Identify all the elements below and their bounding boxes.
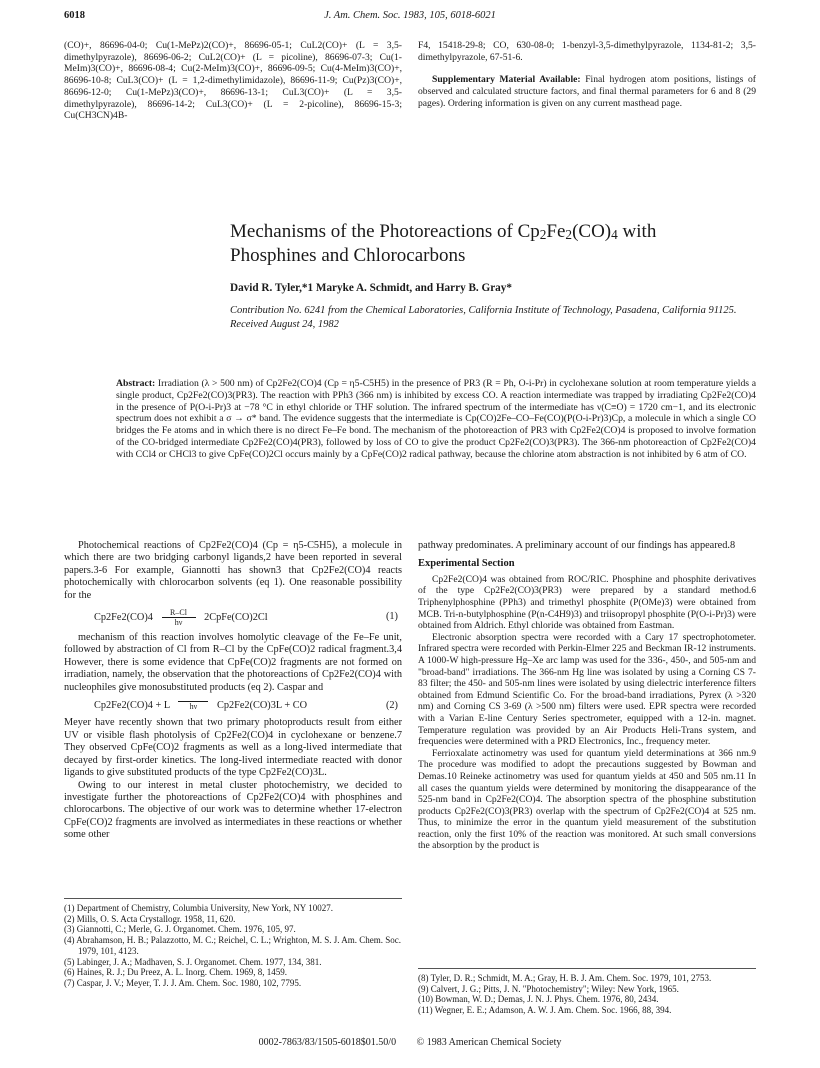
previous-article-end [418, 40, 756, 110]
footnote: (5) Labinger, J. A.; Madhaven, S. J. Organomet. Chem. 1977, 134, 381. [64, 956, 322, 967]
footnotes-right [418, 973, 756, 1016]
equation-1 [64, 608, 402, 627]
supplementary-text: Final hydrogen atom positions, listings of observed and calculated structure factors, and final thermal parameters for 6 and 8 (29 pages). Ordering information is given on any current masthead page. [418, 74, 756, 109]
page-number: 6018 [64, 10, 85, 21]
equation-body [94, 700, 307, 712]
supplementary-material [418, 74, 756, 109]
title-subscript: 2 [539, 227, 547, 242]
reaction-arrow [162, 608, 196, 627]
paragraph: Photochemical reactions of Cp2Fe2(CO)4 (Cp = η5-C5H5), a molecule in which there are two bridging carbonyl ligands,2 have been reported in several papers.3-6 For example, Giannotti has shown3 that Cp2Fe2(CO)4 reacts photochemically with chlorocarbon solvents (eq 1). One reasonable possibility for the [64, 540, 402, 601]
abstract-text: Irradiation (λ > 500 nm) of Cp2Fe2(CO)4 (Cp = η5-C5H5) in the presence of PR3 (R = Ph, O-i-Pr) in cyclohexane solution at room temperature yields a single product, Cp2Fe2(CO)3(PR3). The reaction with PPh3 (366 nm) is inhibited by excess CO. A reaction intermediate was trapped by irradiating Cp2Fe2(CO)4 in the presence of P(O-i-Pr)3 at −78 °C in ethyl chloride or THF solution. The infrared spectrum of the intermediate has ν(C≡O) = 1720 cm−1, and its electronic spectrum does not exhibit a σ → σ* band. The evidence suggests that the intermediate is Cp(CO)2Fe–CO–Fe(CO)(P(O-i-Pr)3)Cp, a molecule in which a single CO bridges the Fe atoms and in which there is no direct Fe–Fe bond. The mechanism of the photoreaction of PR3 with Cp2Fe2(CO)4 is proposed to involve formation of the CO-bridged intermediate Cp2Fe2(CO)4(PR3), followed by loss of CO to give the product Cp2Fe2(CO)3(PR3). The 366-nm photoreaction of Cp2Fe2(CO)4 with CCl4 or CHCl3 to give CpFe(CO)2Cl occurs mainly by a CpFe(CO)2 radical pathway, because the chlorine atom abstraction is not inhibited by 6 atm of CO. [116, 378, 756, 460]
footnote: (10) Bowman, W. D.; Demas, J. N. J. Phys. Chem. 1976, 80, 2434. [418, 994, 659, 1005]
title-subscript: 2 [565, 227, 573, 242]
footnote: (4) Abrahamson, H. B.; Palazzotto, M. C.; Reichel, C. L.; Wrighton, M. S. J. Am. Chem. Soc. 1979, 101, 4123. [64, 935, 401, 956]
body-column-left [64, 540, 402, 842]
equation-reactant: Cp2Fe2(CO)4 [94, 611, 153, 623]
abstract [116, 378, 756, 461]
arrow-label-bottom: hν [174, 618, 183, 628]
footnote-rule [64, 898, 402, 899]
equation-product: 2CpFe(CO)2Cl [204, 611, 268, 623]
supplementary-label: Supplementary Material Available: [432, 74, 581, 86]
footnote: (6) Haines, R. J.; Du Preez, A. L. Inorg. Chem. 1969, 8, 1459. [64, 967, 288, 978]
equation-reactant: Cp2Fe2(CO)4 + L [94, 700, 170, 712]
copyright: © 1983 American Chemical Society [416, 1037, 562, 1048]
affiliation: Contribution No. 6241 from the Chemical Laboratories, California Institute of Technology, Pasadena, California 91125. Received August 24, 1982 [230, 305, 737, 330]
abstract-label: Abstract: [116, 378, 156, 389]
paragraph: Ferrioxalate actinometry was used for quantum yield determinations at 366 nm.9 The procedure was modified to adopt the precautions suggested by Bowman and Demas.10 Reineke actinometry was used for quantum yields at 450 and 505 nm.11 In all cases the quantum yields were determined by monitoring the disappearance of the 525-nm band in Cp2Fe2(CO)4. The absorption spectra of the phosphine substitution products Cp2Fe2(CO)3(PR3) overlap with the spectrum of Cp2Fe2(CO)4 at 525 nm. Thus, to minimize the error in the quantum yield measurement of the substitution reaction, only the first 10% of the reaction was monitored. At such small conversions the absorption by the product is [418, 747, 756, 852]
paragraph: Electronic absorption spectra were recorded with a Cary 17 spectrophotometer. Infrared spectra were recorded with Perkin-Elmer 225 and Beckman IR-12 instruments. A 1000-W high-pressure Hg–Xe arc lamp was used for the 336-, 450-, and 505-nm and "broad-band" irradiations. The 366-nm Hg line was isolated by using a Corning CS 7-83 filter; the 450- and 505-nm lines were isolated by using dielectric interference filters obtained from Edmund Scientific Co. For the broad-band irradiations, Pyrex (λ >320 nm) and Corning CS 3-69 (λ >500 nm) filters were used. EPR spectra were recorded with a Varian E-line Century Series spectrometer, equipped with a 12-in. magnet. Temperature regulation was provided by an Air Products Heli-Trans system, and frequencies were determined with a PRD Electronics, Inc., frequency meter. [418, 631, 756, 748]
article-title [230, 220, 700, 268]
reaction-arrow [178, 701, 208, 711]
paragraph: Owing to our interest in metal cluster photochemistry, we decided to investigate further the photoreactions of Cp2Fe2(CO)4 with phosphines and chlorocarbons. The objective of our work was to determine whether 17-electron CpFe(CO)2 fragments are involved as intermediates in these reactions or whether some other [64, 779, 402, 841]
title-text: Fe [546, 221, 566, 242]
equation-2 [64, 700, 402, 712]
footnote: (11) Wegner, E. E.; Adamson, A. W. J. Am. Chem. Soc. 1966, 88, 394. [418, 1005, 672, 1016]
footnote: (2) Mills, O. S. Acta Crystallogr. 1958, 11, 620. [64, 913, 236, 924]
equation-number: (1) [385, 611, 398, 623]
arrow-label-bottom: hν [189, 701, 198, 711]
title-text: Mechanisms of the Photoreactions of Cp [230, 221, 540, 242]
running-header [64, 10, 756, 26]
previous-article-registry: (CO)+, 86696-04-0; Cu(1-MePz)2(CO)+, 86696-05-1; CuL2(CO)+ (L = 3,5-dimethylpyrazole), 86696-06-2; CuL2(CO)+ (L = picoline), 86696-07-3; Cu(1-MeIm)3(CO)+, 86696-08-4; Cu(2-MeIm)3(CO)+, 86696-09-5; Cu(4-MeIm)3(CO)+, 86696-10-8; CuL3(CO)+ (L = 1,2-dimethylimidazole), 86696-11-9; Cu(Pz)3(CO)+, 86696-12-0; Cu(1-MePz)3(CO)+, 86696-13-1; CuL3(CO)+ (L = 3,5-dimethylpyrazole), 86696-14-2; CuL3(CO)+ (L = 2-picoline), 86696-15-3; Cu(CH3CN)4B- [64, 40, 402, 122]
title-text: (CO) [572, 221, 612, 242]
journal-reference: J. Am. Chem. Soc. 1983, 105, 6018-6021 [324, 10, 496, 21]
registry-continuation: F4, 15418-29-8; CO, 630-08-0; 1-benzyl-3,5-dimethylpyrazole, 1134-81-2; 3,5-dimethylpyrazole, 67-51-6. [418, 40, 756, 63]
footnotes-left [64, 903, 402, 989]
author-list: David R. Tyler,*1 Maryke A. Schmidt, and Harry B. Gray* [230, 282, 512, 294]
paragraph: Meyer have recently shown that two primary photoproducts result from either UV or visible flash photolysis of Cp2Fe2(CO)4 in cyclohexane or benzene.7 They observed CpFe(CO)2 fragments as well as a long-lived intermediate that decayed by first-order kinetics. The long-lived intermediate reacted with donor ligands to give substituted products of the type Cp2Fe2(CO)3L. [64, 717, 402, 779]
section-heading: Experimental Section [418, 558, 515, 570]
arrow-label-top: R–Cl [170, 608, 187, 618]
footnote: (7) Caspar, J. V.; Meyer, T. J. J. Am. Chem. Soc. 1980, 102, 7795. [64, 977, 302, 988]
equation-product: Cp2Fe2(CO)3L + CO [216, 700, 308, 712]
equation-number: (2) [385, 700, 398, 712]
footnote: (8) Tyler, D. R.; Schmidt, M. A.; Gray, H. B. J. Am. Chem. Soc. 1979, 101, 2753. [418, 973, 712, 983]
title-subscript: 4 [611, 227, 618, 242]
title-text: with Phosphines and Chlorocarbons [230, 221, 657, 266]
paragraph: mechanism of this reaction involves homolytic cleavage of the Fe–Fe unit, followed by abstraction of Cl from R–Cl by the CpFe(CO)2 radical fragment.3,4 However, there is some evidence that CpFe(CO)2 fragments are not formed on irradiation, namely, the observation that the photoreactions of Cp2Fe2(CO)4 with nucleophiles give monosubstituted products (eq 2). Caspar and [64, 632, 402, 693]
paragraph: pathway predominates. A preliminary account of our findings has appeared.8 [418, 540, 736, 551]
equation-body [94, 608, 268, 627]
footnote: (1) Department of Chemistry, Columbia University, New York, NY 10027. [64, 903, 333, 913]
paragraph: Cp2Fe2(CO)4 was obtained from ROC/RIC. Phosphine and phosphite derivatives of the type Cp2Fe2(CO)3(PR3) were prepared by a standard method.6 Triphenylphosphine (PPh3) and trimethyl phosphite (P(OMe)3) were obtained from MCB. Tri-n-butylphosphine (P(n-C4H9)3) and triisopropyl phosphite (P(O-i-Pr)3) were obtained from Aldrich. Ethyl chloride was obtained from Eastman. [418, 573, 756, 632]
body-column-right [418, 540, 756, 852]
article-code: 0002-7863/83/1505-6018$01.50/0 [258, 1037, 397, 1048]
arrow-line [162, 617, 196, 618]
footnote: (9) Calvert, J. G.; Pitts, J. N. "Photochemistry"; Wiley: New York, 1965. [418, 983, 679, 994]
page-footer [64, 1037, 756, 1048]
footnote: (3) Giannotti, C.; Merle, G. J. Organomet. Chem. 1976, 105, 97. [64, 924, 296, 935]
footnote-rule [418, 968, 756, 969]
